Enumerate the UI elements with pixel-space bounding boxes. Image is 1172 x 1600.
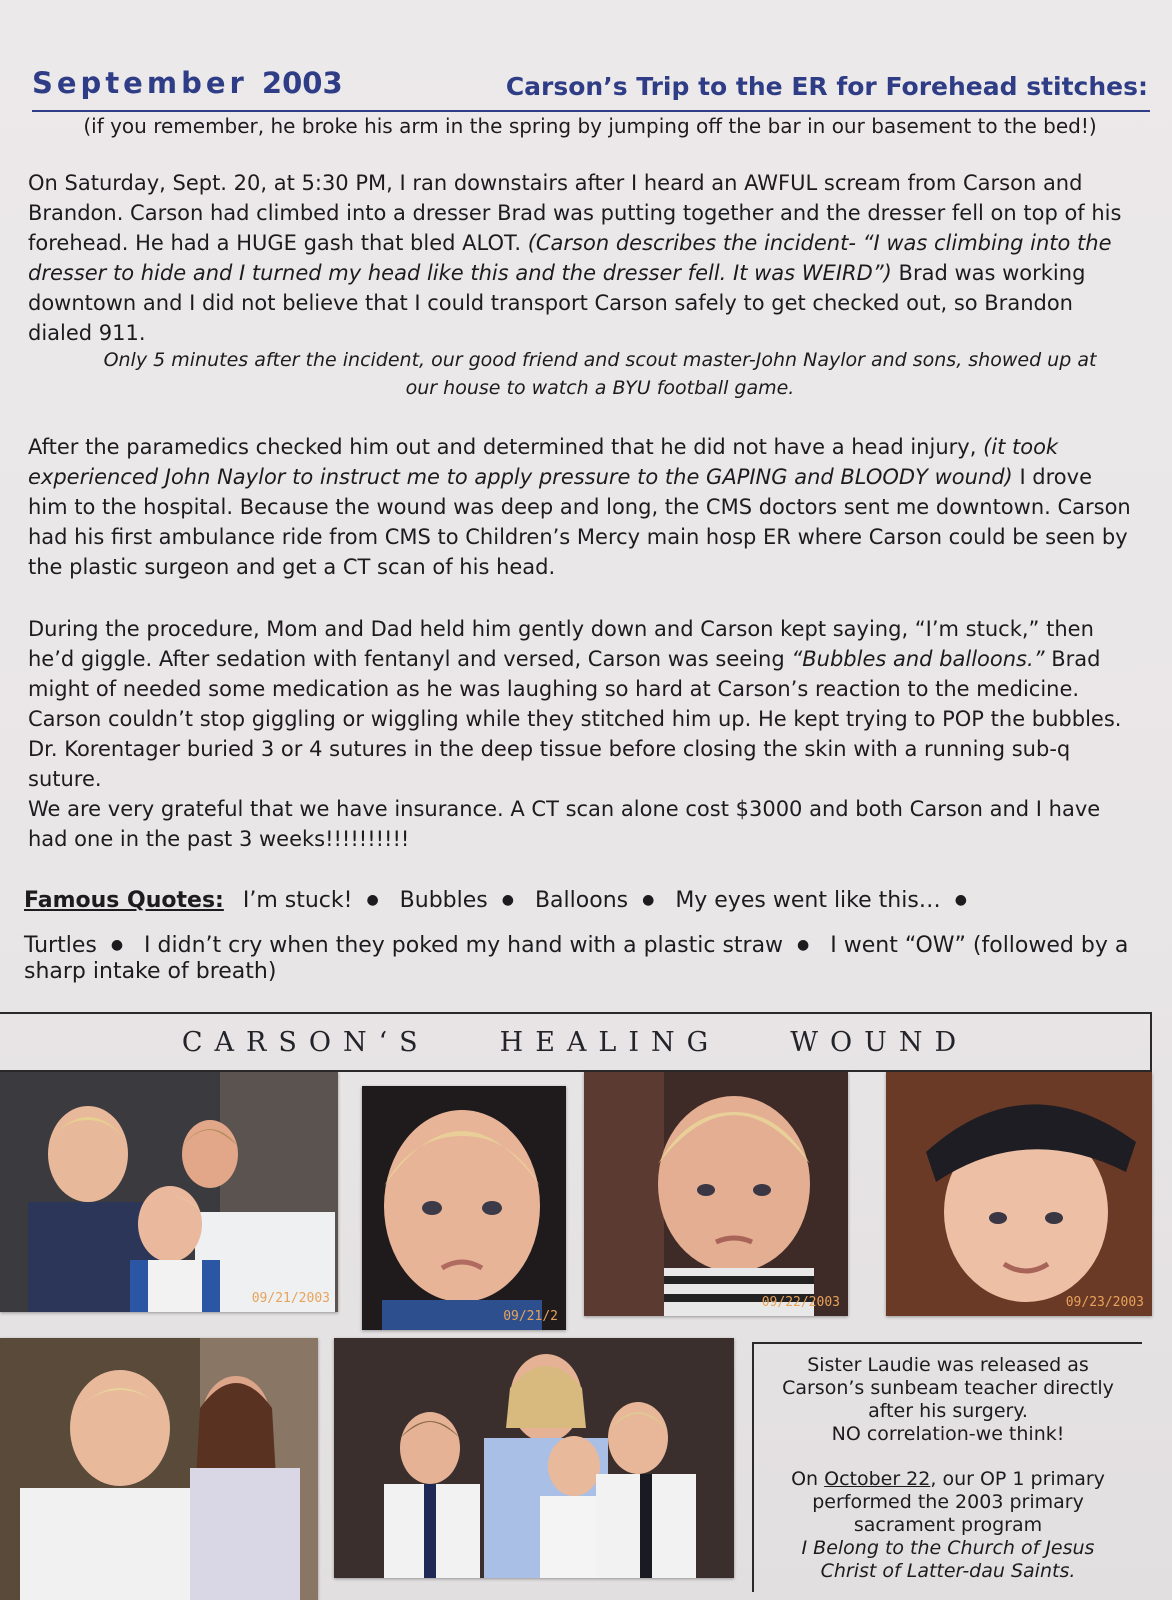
bullet-icon: ● xyxy=(110,937,124,953)
paragraph-procedure xyxy=(28,614,1138,794)
paragraph-text: Brad might of needed some medication as he was laughing so hard at Carson’s reaction to the medicine. Carson couldn’t stop giggling or wiggling while they stitched him up. He kept trying to POP the bubbles. Dr. Korentager buried 3 or 4 sutures in the deep tissue before closing the skin with a running sub-q suture. xyxy=(28,647,1122,791)
quote-item: I’m stuck! xyxy=(242,888,353,913)
sunbeam-note xyxy=(752,1342,1142,1592)
bullet-icon: ● xyxy=(501,892,514,908)
photo-date: 09/21/2003 xyxy=(251,1291,330,1306)
photo-family-sunday xyxy=(334,1338,734,1578)
quote-item: Bubbles xyxy=(399,888,488,913)
page-header xyxy=(32,62,1150,112)
paragraph-text: During the procedure, Mom and Dad held him gently down and Carson kept saying, “I’m stuck,” then he’d giggle. After sedation with fentanyl and versed, Carson was seeing xyxy=(28,617,1094,671)
photo-carson-teacher xyxy=(0,1338,318,1600)
centered-note: Only 5 minutes after the incident, our good friend and scout master-John Naylor and sons, showed up at our house to watch a BYU football game. xyxy=(103,349,1097,399)
photo-three-brothers xyxy=(0,1072,338,1312)
bullet-icon: ● xyxy=(642,892,655,908)
note-line: I Belong to the Church of Jesus xyxy=(801,1537,1095,1559)
photo-date: 09/21/2 xyxy=(503,1309,558,1324)
note-line: Christ of Latter-dau Saints. xyxy=(820,1560,1076,1582)
quote-item: Turtles xyxy=(24,933,97,958)
carson-quote: (Carson describes the incident- “I was climbing into the dresser to hide and I turned my head like this and the dresser fell. It was WEIRD”) xyxy=(28,231,1112,285)
header-month: September xyxy=(32,66,248,100)
banner-word: CARSON‘S xyxy=(181,1026,430,1058)
photo-date: 09/23/2003 xyxy=(1065,1295,1144,1310)
paragraph-text: After the paramedics checked him out and determined that he did not have a head injury, xyxy=(28,435,977,459)
healing-wound-banner xyxy=(0,1012,1152,1072)
header-year: 2003 xyxy=(261,66,343,100)
note-line: after his surgery. xyxy=(868,1400,1028,1422)
photo-date: 09/22/2003 xyxy=(761,1295,840,1310)
photo-carson-sad xyxy=(362,1086,566,1330)
paragraph-text: Brad was working downtown and I did not believe that I could transport Carson safely to get checked out, so Brandon dialed 911. xyxy=(28,261,1086,345)
note-line: Carson’s sunbeam teacher directly xyxy=(782,1377,1114,1399)
page-title: Carson’s Trip to the ER for Forehead stitches: xyxy=(505,72,1148,101)
paragraph-insurance: We are very grateful that we have insurance. A CT scan alone cost $3000 and both Carson and I have had one in the past 3 weeks!!!!!!!!!! xyxy=(28,797,1101,851)
quote-item: I went “OW” (followed by a sharp intake of breath) xyxy=(24,933,1129,984)
famous-quotes xyxy=(24,888,1144,913)
paragraph-italic: (it took experienced John Naylor to instruct me to apply pressure to the GAPING and BLOODY wound) xyxy=(28,435,1059,489)
banner-word: HEALING xyxy=(499,1026,721,1058)
quote-item: I didn’t cry when they poked my hand with a plastic straw xyxy=(144,933,784,958)
note-line: NO correlation-we think! xyxy=(831,1423,1065,1445)
quotes-label: Famous Quotes: xyxy=(24,888,224,913)
paragraph-text: I drove him to the hospital. Because the wound was deep and long, the CMS doctors sent me downtown. Carson had his first ambulance ride from CMS to Children’s Mercy main hosp ER where Carson could be seen by the plastic surgeon and get a CT scan of his head. xyxy=(28,465,1131,579)
photo-carson-hat xyxy=(886,1072,1152,1316)
bullet-icon: ● xyxy=(366,892,379,908)
quote-item: My eyes went like this… xyxy=(675,888,941,913)
bullet-icon: ● xyxy=(954,892,968,908)
banner-word: WOUND xyxy=(790,1026,969,1058)
photo-carson-stitches xyxy=(584,1072,848,1316)
note-line xyxy=(754,1468,1142,1491)
header-date xyxy=(32,66,343,100)
note-date: October 22 xyxy=(824,1468,931,1490)
paragraph-text: On Saturday, Sept. 20, at 5:30 PM, I ran downstairs after I heard an AWFUL scream from Carson and Brandon. Carson had climbed into a dresser Brad was putting together and the dresser fell on top of his forehead. He had a HUGE gash that bled ALOT. xyxy=(28,171,1122,255)
note-line: performed the 2003 primary xyxy=(812,1491,1084,1513)
paragraph-italic: “Bubbles and balloons.” xyxy=(791,647,1045,671)
note-line: sacrament program xyxy=(853,1514,1043,1536)
note-text: , our OP 1 primary xyxy=(930,1468,1105,1490)
bullet-icon: ● xyxy=(797,937,810,953)
note-text: On xyxy=(791,1468,819,1490)
quote-item: Balloons xyxy=(534,888,629,913)
paragraph-incident xyxy=(28,168,1138,348)
paragraph-hospital xyxy=(28,432,1138,582)
subtitle: (if you remember, he broke his arm in the spring by jumping off the bar in our basement to the bed!) xyxy=(83,114,1097,138)
famous-quotes-cont xyxy=(24,932,1144,985)
note-line: Sister Laudie was released as xyxy=(807,1354,1089,1376)
